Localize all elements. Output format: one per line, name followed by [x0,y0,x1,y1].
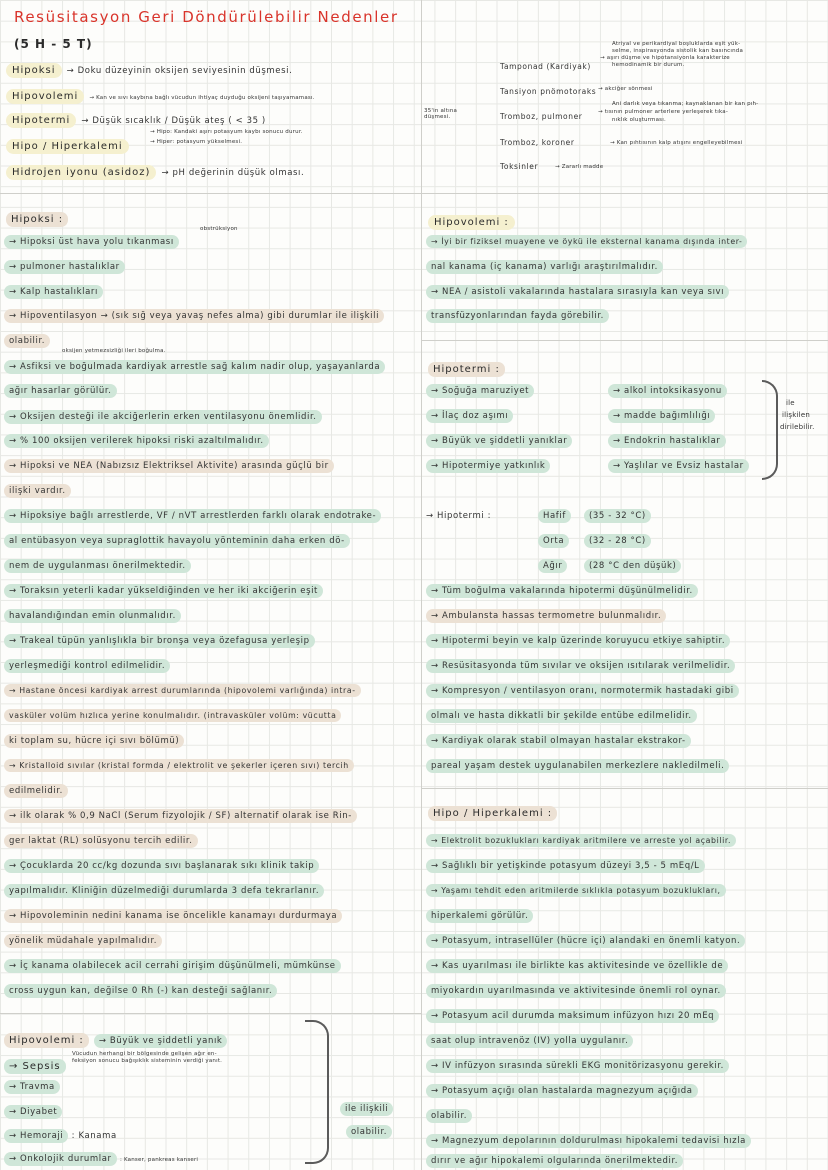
h-desc: → Doku düzeyinin oksijen seviyesinin düşmesi. [66,66,293,76]
hipovolemi-line: nal kanama (iç kanama) varlığı araştırılmalıdır. [426,260,663,274]
page-subtitle: (5 H - 5 T) [14,37,93,51]
hipoksi-line: ağır hasarlar görülür. [4,384,117,398]
hipoksi-line: → Çocuklarda 20 cc/kg dozunda sıvı başlanarak sıkı klinik takip [4,859,319,873]
hipoksi-line: → Hipoksi ve NEA (Nabızsız Elektriksel Aktivite) arasında güçlü bir [4,459,334,473]
right-divider [421,340,828,341]
hipoksi-line: → % 100 oksijen verilerek hipoksi riski azaltılmalıdır. [4,434,269,448]
h-desc: → Kan ve sıvı kaybına bağlı vücudun ihtiyaç duyduğu oksijeni taşıyamaması. [89,95,315,101]
t-desc: → Kan pıhtısının kalp atışını engelleyebilmesi [610,140,743,146]
hipotermi-levels-label: → Hipotermi : [426,511,492,521]
t-term-4: Tromboz, koroner [500,138,575,147]
sepsis-label: → Sepsis [4,1059,66,1074]
kalemi-line: hiperkalemi görülür. [426,909,533,923]
hipoksi-line: → Hipoksi üst hava yolu tıkanması [4,235,179,249]
hipotermi-cause: → madde bağımlılığı [608,409,715,423]
t-term-2: Tansiyon pnömotoraks [500,87,597,96]
kalemi-line: miyokardın uyarılmasında ve aktivitesinde önemli rol oynar. [426,984,726,998]
hipovolemi-side: ile ilişkili [340,1102,393,1116]
level-name: Orta [538,534,569,548]
kalemi-line: → Kas uyarılması ile birlikte kas aktivitesinde ve özellikle de [426,959,728,973]
hipotermi-cause: → İlaç doz aşımı [426,409,513,423]
onkolojik-label: → Onkolojik durumlar [4,1152,117,1166]
hipoksi-line: havalandığından emin olunmalıdır. [4,609,181,623]
kalemi-line: → Potasyum, intrasellüler (hücre içi) alandaki en önemli katyon. [426,934,745,948]
t-desc: nıklık oluşturması. [612,117,666,123]
t-desc: → tısının pulmoner arterlere yerleşerek tıka- [598,109,729,115]
h-item-5 [6,160,304,179]
kalemi-line: → IV infüzyon sırasında sürekli EKG monitörizasyonu gerekir. [426,1059,729,1073]
hemoraji-label: → Hemoraji [4,1129,68,1143]
kalemi-line: saat olup intravenöz (IV) yolla uygulanır. [426,1034,633,1048]
hipoksi-line: → pulmoner hastalıklar [4,260,125,274]
hipotermi-cause: → Endokrin hastalıklar [608,434,726,448]
hipotermi-cause: → Büyük ve şiddetli yanıklar [426,434,572,448]
hipovolemi-line: → İyi bir fiziksel muayene ve öykü ile eksternal kanama dışında inter- [426,235,747,248]
h-desc-hipo: → Hipo: Kandaki aşırı potasyum kaybı sonucu durur. [150,129,303,135]
hipotermi-cause: → Hipotermiye yatkınlık [426,459,550,473]
hipoksi-line: edilmelidir. [4,784,68,798]
level-range: (32 - 28 °C) [584,534,651,548]
kalemi-line: dırır ve ağır hipokalemi olgularında önerilmektedir. [426,1154,683,1168]
hipoksi-line: → Hastane öncesi kardiyak arrest durumlarında (hipovolemi varlığında) intra- [4,684,361,697]
hipotermi-line: → Kompresyon / ventilasyon oranı, normotermik hastadaki gibi [426,684,739,698]
t-desc: → Zararlı madde [555,164,604,170]
h-item-4 [6,134,129,153]
h-desc: → Düşük sıcaklık / Düşük ateş ( < 35 ) [81,116,266,126]
hipotermi-side: ile [786,399,795,407]
right-divider-2 [421,788,828,789]
hipoksi-section [6,207,68,226]
h-term: Hipo / Hiperkalemi [6,139,129,154]
h-term: Hipovolemi [6,89,84,104]
hipoksi-line: ger laktat (RL) solüsyonu tercih edilir. [4,834,198,848]
kalemi-heading: Hipo / Hiperkalemi : [428,806,557,821]
h-desc: → pH değerinin düşük olması. [161,168,305,178]
h-item-1 [6,58,292,77]
hipotermi-cause: → alkol intoksikasyonu [608,384,727,398]
t-term-5: Toksinler [500,162,539,171]
hipoksi-line: → İç kanama olabilecek acil cerrahi girişim düşünülmeli, mümkünse [4,959,341,973]
hipoksi-line: → ilk olarak % 0,9 NaCl (Serum fizyolojik / SF) alternatif olarak ise Rin- [4,809,357,823]
hipovolemi-line: transfüzyonlarından fayda görebilir. [426,309,609,323]
h-desc-hiper: → Hiper: potasyum yükselmesi. [150,139,243,145]
t-desc: → akciğer sönmesi [598,86,653,92]
hipotermi-side: dirilebilir. [780,423,815,431]
hipoksi-line: vasküler volüm hızlıca yerine konulmalıdır. (intravasküler volüm: vücutta [4,709,341,722]
level-name: Ağır [538,559,567,573]
hipotermi-line: olmalı ve hasta dikkatli bir şekilde entübe edilmelidir. [426,709,697,723]
hipoksi-line: → Hipovoleminin nedini kanama ise öncelikle kanamayı durdurmaya [4,909,342,923]
hipovolemi-right-section [428,210,515,229]
t-desc: selme, inspirasyonda sistolik kan basıncında [612,48,744,54]
h-term: Hidrojen iyonu (asidoz) [6,165,156,180]
t-desc: Ani darlık veya tıkanma; kaynaklanan bir kan pıh- [612,101,759,107]
hipovolemi-line: → NEA / asistoli vakalarında hastalara sırasıyla kan veya sıvı [426,285,729,299]
left-divider [0,1013,421,1014]
level-range: (35 - 32 °C) [584,509,651,523]
hipoksi-line: cross uygun kan, değilse 0 Rh (-) kan desteği sağlanır. [4,984,277,998]
travma-label: → Travma [4,1080,60,1094]
hipoksi-line: → Asfiksi ve boğulmada kardiyak arrestle sağ kalım nadir olup, yaşayanlarda [4,360,385,374]
kalemi-line: → Sağlıklı bir yetişkinde potasyum düzeyi 3,5 - 5 mEq/L [426,859,705,873]
t-term-3: Tromboz, pulmoner [500,112,583,121]
hipoksi-line: ilişki vardır. [4,484,71,498]
kalemi-section [428,801,557,820]
hipotermi-heading: Hipotermi : [428,362,505,377]
hipoksi-heading: Hipoksi : [6,212,68,227]
level-name: Hafif [538,509,571,523]
hipoksi-line: → Trakeal tüpün yanlışlıkla bir bronşa veya özefagusa yerleşip [4,634,315,648]
page-title: Resüsitasyon Geri Döndürülebilir Nedenler [14,8,399,26]
onkolojik-note: : Kanser, pankreas kanseri [119,1157,199,1163]
t-term-1: Tamponad (Kardiyak) [500,62,591,71]
hipoksi-line: olabilir. [4,334,50,348]
hipotermi-line: pareal yaşam destek uygulanabilen merkezlere nakledilmeli. [426,759,729,773]
hipoksi-line: → Toraksın yeterli kadar yükseldiğinden ve her iki akciğerin eşit [4,584,323,598]
hipotermi-cause: → Soğuğa maruziyet [426,384,534,398]
hipovolemi-left-section [4,1028,227,1047]
h-item-3 [6,108,266,127]
h-item-2 [6,84,315,103]
hipotermi-line: → Hipotermi beyin ve kalp üzerinde koruyucu etkiye sahiptir. [426,634,730,648]
kalemi-line: → Yaşamı tehdit eden aritmilerde sıklıkla potasyum bozuklukları, [426,884,726,897]
t-desc: hemodinamik bir durum. [612,62,685,68]
hipotermi-side: ilişkilen [782,411,810,419]
kalemi-line: olabilir. [426,1109,472,1123]
hipotermi-cause: → Yaşlılar ve Evsiz hastalar [608,459,749,473]
hipovolemi-right-heading: Hipovolemi : [428,215,515,230]
hipoksi-line: → Kalp hastalıkları [4,285,103,299]
diyabet-label: → Diyabet [4,1105,62,1119]
hipoksi-line: ki toplam su, hücre içi sıvı bölümü) [4,734,184,748]
t-desc: Atriyal ve perikardiyal boşluklarda eşit yük- [612,41,741,47]
t-desc: → aşırı düşme ve hipotansiyonla karakterize [600,55,730,61]
kalemi-line: → Potasyum acil durumda maksimum infüzyon hızı 20 mEq [426,1009,719,1023]
hipotermi-line: → Kardiyak olarak stabil olmayan hastalar ekstrakor- [426,734,691,748]
hipotermi-line: → Ambulansta hassas termometre bulunmalıdır. [426,609,666,623]
h-term: Hipoksi [6,63,62,78]
hipotermi-line: → Resüsitasyonda tüm sıvılar ve oksijen ısıtılarak verilmelidir. [426,659,735,673]
column-divider [421,0,422,1170]
hipovolemi-brace [305,1020,329,1164]
hipoksi-line: → Kristalloid sıvılar (kristal formda / elektrolit ve şekerler içeren sıvı) tercih [4,759,354,772]
hipovolemi-left-heading: Hipovolemi : [4,1033,89,1048]
obstruction-note: obstrüksiyon [200,226,238,232]
hipoksi-line: nem de uygulanması önerilmektedir. [4,559,191,573]
level-range: (28 °C den düşük) [584,559,681,573]
h-note: 35'in altına düşmesi. [424,108,458,120]
hipoksi-line: al entübasyon veya supraglottik havayolu yönteminin daha erken dö- [4,534,350,548]
hipoksi-line: yerleşmediği kontrol edilmelidir. [4,659,170,673]
sepsis-note: Vücudun herhangi bir bölgesinde gelişen ağır en- [72,1051,217,1057]
h-term: Hipotermi [6,113,76,128]
sepsis-note: feksiyon sonucu bağışıklık sisteminin verdiği yanıt. [72,1058,223,1064]
hipotermi-line: → Tüm boğulma vakalarında hipotermi düşünülmelidir. [426,584,698,598]
kalemi-line: → Magnezyum depolarının doldurulması hipokalemi tedavisi hızla [426,1134,751,1148]
kalemi-line: → Potasyum açığı olan hastalarda magnezyum açığıda [426,1084,698,1098]
hipovolemi-head-note: → Büyük ve şiddetli yanık [94,1034,228,1048]
hipoksi-line: → Hipoksiye bağlı arrestlerde, VF / nVT arrestlerden farklı olarak endotrake- [4,509,381,523]
hemoraji-note: : Kanama [71,1131,117,1141]
hipovolemi-side: olabilir. [346,1125,392,1139]
hipoksi-line: → Hipoventilasyon → (sık sığ veya yavaş nefes alma) gibi durumlar ile ilişkili [4,309,384,323]
kalemi-line: → Elektrolit bozuklukları kardiyak aritmilere ve arreste yol açabilir. [426,834,736,847]
hipoksi-line: yapılmalıdır. Kliniğin düzelmediği durumlarda 3 defa tekrarlanır. [4,884,324,898]
hipoksi-small-note: oksijen yetmezsizliği ileri boğulma. [62,348,166,354]
hipoksi-line: yönelik müdahale yapılmalıdır. [4,934,162,948]
hipoksi-line: → Oksijen desteği ile akciğerlerin erken ventilasyonu önemlidir. [4,410,322,424]
header-divider [0,193,828,194]
hipotermi-brace [762,380,778,480]
hipotermi-section [428,357,505,376]
